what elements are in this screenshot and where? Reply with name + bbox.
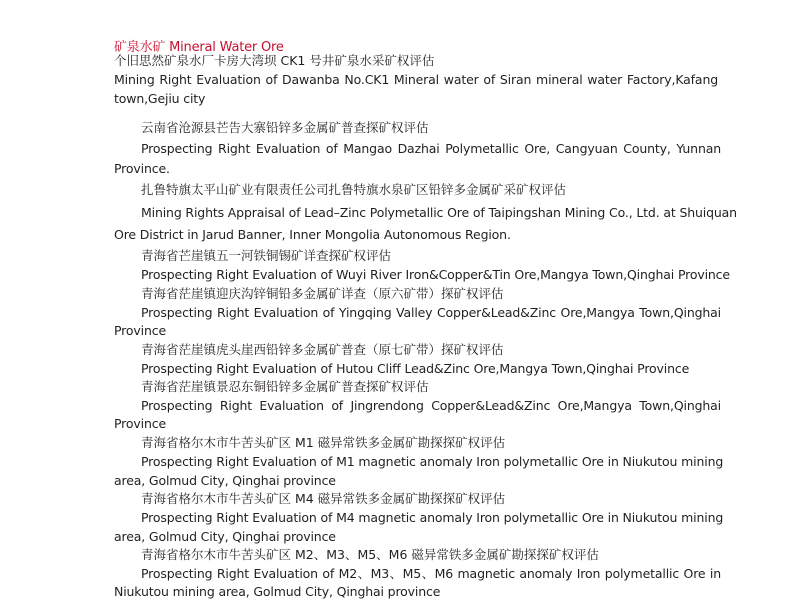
entry-cn-title: 青海省格尔木市牛苦头矿区 M2、M3、M5、M6 磁异常铁多金属矿勘探探矿权评估	[141, 547, 599, 562]
entry-en-title: Prospecting Right Evaluation of Hutou Cliff Lead&Zinc Ore,Mangya Town,Qinghai Province	[141, 361, 690, 376]
entry-en-title-cont: Ore District in Jarud Banner, Inner Mongolia Autonomous Region.	[114, 227, 511, 242]
entry-en-title-cont: Province	[114, 416, 166, 431]
entry-cn-title: 个旧思然矿泉水厂卡房大湾坝 CK1 号井矿泉水采矿权评估	[114, 53, 435, 68]
entry-en-title-cont: area, Golmud City, Qinghai province	[114, 473, 336, 488]
entry-en-title-cont: Province	[114, 323, 166, 338]
entry-en-title: Prospecting Right Evaluation of M2、M3、M5、M6 magnetic anomaly Iron polymetallic Ore in	[141, 566, 721, 581]
entry-en-title: Prospecting Right Evaluation of Yingqing Valley Copper&Lead&Zinc Ore,Mangya Town,Qinghai	[141, 305, 721, 320]
entry-en-title-cont: Niukutou mining area, Golmud City, Qinghai province	[114, 584, 441, 599]
section-heading: 矿泉水矿 Mineral Water Ore	[114, 40, 284, 55]
entry-en-title: Prospecting Right Evaluation of Wuyi River Iron&Copper&Tin Ore,Mangya Town,Qinghai Province	[141, 267, 730, 282]
entry-en-title: Mining Right Evaluation of Dawanba No.CK1 Mineral water of Siran mineral water Factory,Kafang	[114, 72, 718, 87]
entry-en-title: Prospecting Right Evaluation of M1 magnetic anomaly Iron polymetallic Ore in Niukutou mining	[141, 454, 724, 469]
entry-cn-title: 青海省茫崖镇虎头崖西铅锌多金属矿普查（原七矿带）探矿权评估	[141, 342, 504, 357]
entry-en-title: Prospecting Right Evaluation of M4 magnetic anomaly Iron polymetallic Ore in Niukutou mining	[141, 510, 724, 525]
entry-en-title: Prospecting Right Evaluation of Mangao Dazhai Polymetallic Ore, Cangyuan County, Yunnan	[141, 141, 721, 156]
entry-cn-title: 青海省芒崖镇五一河铁铜锡矿详查探矿权评估	[141, 248, 392, 263]
entry-cn-title: 青海省茫崖镇迎庆沟锌铜铅多金属矿详查（原六矿带）探矿权评估	[141, 286, 504, 301]
entry-cn-title: 扎鲁特旗太平山矿业有限责任公司扎鲁特旗水泉矿区铅锌多金属矿采矿权评估	[141, 182, 567, 197]
entry-en-title-cont: town,Gejiu city	[114, 91, 206, 106]
entry-en-title: Prospecting Right Evaluation of Jingrendong Copper&Lead&Zinc Ore,Mangya Town,Qinghai	[141, 398, 721, 413]
entry-cn-title: 云南省沧源县芒告大寨铅锌多金属矿普查探矿权评估	[141, 120, 429, 135]
entry-en-title: Mining Rights Appraisal of Lead–Zinc Polymetallic Ore of Taipingshan Mining Co., Ltd. at Shuiquan	[141, 205, 737, 220]
entry-cn-title: 青海省茫崖镇景忍东铜铅锌多金属矿普查探矿权评估	[141, 379, 429, 394]
entry-cn-title: 青海省格尔木市牛苦头矿区 M1 磁异常铁多金属矿勘探探矿权评估	[141, 435, 506, 450]
entry-cn-title: 青海省格尔木市牛苦头矿区 M4 磁异常铁多金属矿勘探探矿权评估	[141, 491, 506, 506]
entry-en-title-cont: area, Golmud City, Qinghai province	[114, 529, 336, 544]
entry-en-title-cont: Province.	[114, 161, 170, 176]
